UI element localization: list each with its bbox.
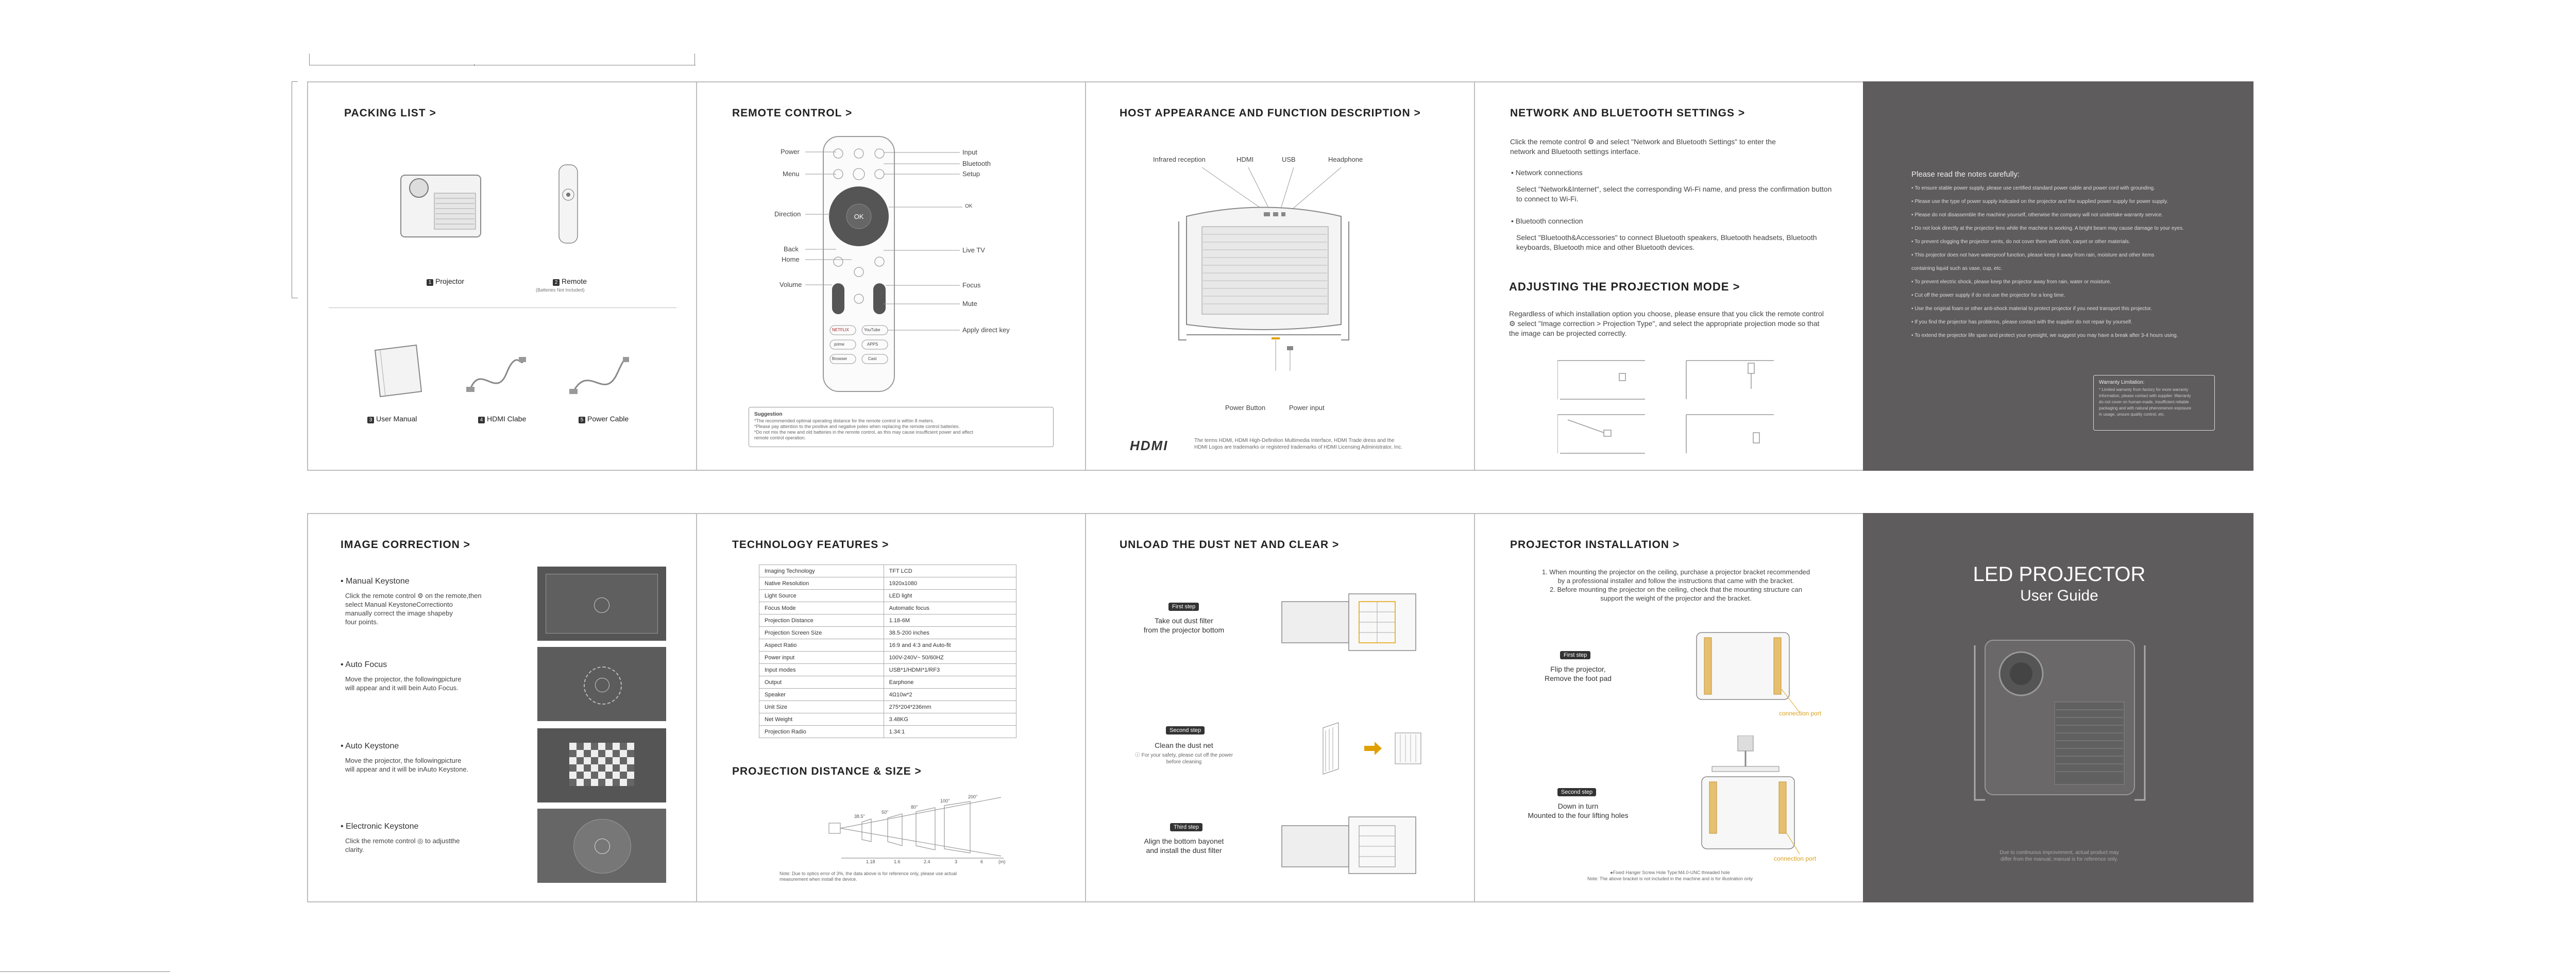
manual-keystone-screen [537, 567, 666, 641]
spec-row [759, 726, 1016, 738]
label-usb: USB [1282, 156, 1296, 163]
packing-item-power-cable [579, 415, 629, 423]
checker-cell [613, 743, 620, 750]
text-line: Click the remote control ⚙ on the remote,then [345, 592, 482, 600]
connection-port-label: connection port [1779, 710, 1822, 717]
text-line: clarity. [345, 846, 364, 853]
warranty-line: * Limited warranty from factory for more warranty [2099, 387, 2189, 392]
step-badge [1560, 650, 1590, 659]
checker-cell [577, 772, 584, 779]
install-step2-diagram [1691, 736, 1831, 859]
network-settings-panel [1474, 81, 1864, 471]
text-line: select Manual KeystoneCorrectionto [345, 601, 453, 608]
install-footnote: Note: The above bracket is not included in the machine and is for illustration only [1587, 876, 1753, 881]
text-line: by a professional installer and follow the instructions that came with the bracket. [1557, 577, 1794, 585]
item-label: User Manual [376, 415, 417, 423]
text-line: 2. Before mounting the projector on the ceiling, check that the mounting structure can [1550, 586, 1802, 593]
remote-label-back: Back [784, 245, 799, 253]
spec-name: Native Resolution [759, 577, 884, 590]
notes-list [1911, 182, 2221, 343]
spec-value: LED light [884, 590, 1016, 602]
badge-text: Second step [1166, 726, 1205, 734]
checker-cell [577, 764, 584, 772]
text-line: Align the bottom bayonet [1144, 837, 1224, 845]
remote-label-ok: OK [965, 203, 973, 209]
note-line: • To ensure stable power supply, please use certified standard power cable and power cord with grounding. [1911, 185, 2155, 191]
remote-btn-netflix: NETFLIX [832, 328, 849, 332]
text-line: Move the projector, the followingpicture [345, 757, 462, 764]
checker-cell [605, 743, 613, 750]
section-text [345, 591, 482, 626]
label-power-button: Power Button [1225, 404, 1266, 412]
checker-cell [605, 772, 613, 779]
cover-title: LED PROJECTOR [1973, 563, 2146, 586]
step-text [1122, 836, 1246, 855]
network-intro: Click the remote control ⚙ and select "Network and Bluetooth Settings" to enter the network and Bluetooth settings interface. [1510, 138, 1776, 156]
item-number: 3 [367, 417, 374, 423]
crop-line [292, 81, 298, 82]
checker-cell [620, 757, 627, 764]
spec-name: Projection Radio [759, 726, 884, 738]
spec-table [759, 565, 1016, 738]
checker-cell [627, 757, 634, 764]
label-infrared-reception: Infrared reception [1153, 156, 1206, 163]
checker-cell [577, 750, 584, 757]
spec-value: 3.48KG [884, 713, 1016, 726]
checker-cell [584, 757, 591, 764]
distance-note: Note: Due to optics error of 3%, the data above is for reference only, please use actual [779, 871, 957, 876]
projector-illustration [398, 165, 486, 242]
suggestion-line: *Do not mix the new and old batteries in the remote control, as this may cause insufficient power and affect [754, 430, 973, 435]
distance-label: 6 [980, 859, 984, 864]
spec-value: Earphone [884, 676, 1016, 689]
spec-name: Unit Size [759, 701, 884, 713]
checker-cell [613, 779, 620, 786]
text-line: support the weight of the projector and the bracket. [1600, 594, 1752, 602]
spec-name: Speaker [759, 689, 884, 701]
remote-note: (Batteries Not Included) [536, 287, 585, 293]
auto-focus-screen [537, 647, 666, 721]
checker-cell [591, 757, 598, 764]
checker-cell [627, 779, 634, 786]
spec-name: Output [759, 676, 884, 689]
dust-filter-step3 [1277, 813, 1426, 880]
checker-cell [627, 772, 634, 779]
cover-note: Due to continuous improvement, actual product may [1999, 850, 2119, 856]
section-title: ADJUSTING THE PROJECTION MODE > [1509, 280, 1740, 293]
note-line: • Cut off the power supply if do not use the projector for a long time. [1911, 293, 2065, 298]
spec-row [759, 565, 1016, 577]
checker-cell [591, 743, 598, 750]
projection-mode-diagrams [1557, 358, 1794, 456]
electronic-keystone-screen [537, 809, 666, 883]
remote-label-mute: Mute [962, 300, 977, 307]
size-label: 50" [882, 810, 889, 815]
notes-panel [1863, 81, 2253, 471]
step-badge [1168, 602, 1199, 611]
warranty-line: information, please contact with supplier. Warranty [2099, 394, 2191, 398]
checker-cell [584, 743, 591, 750]
step-text [1132, 616, 1235, 635]
hdmi-note: The terms HDMI, HDMI High-Definition Multimedia Interface, HDMI Trade dress and the [1194, 438, 1395, 443]
text-line: Take out dust filter [1155, 617, 1213, 625]
checker-cell [613, 750, 620, 757]
host-appearance-panel [1085, 81, 1475, 471]
text-line: four points. [345, 618, 379, 626]
checker-cell [605, 750, 613, 757]
checker-cell [598, 779, 605, 786]
spec-name: Aspect Ratio [759, 639, 884, 652]
spec-row [759, 614, 1016, 627]
size-label: 100" [940, 798, 950, 804]
connection-port-label: connection port [1774, 855, 1817, 862]
remote-label-input: Input [962, 148, 977, 156]
size-label: 38.5" [854, 814, 865, 819]
spec-name: Net Weight [759, 713, 884, 726]
packing-item-projector [427, 277, 464, 286]
projection-mode-text: Regardless of which installation option you choose, please ensure that you click the remote control ⚙ select "Image correction > Projection Type", and select the appropriate projection mode so that the image can be projected correctly. [1509, 310, 1824, 337]
section-text [345, 836, 460, 854]
checker-cell [591, 764, 598, 772]
spec-row [759, 627, 1016, 639]
dust-filter-step2 [1318, 720, 1431, 777]
checker-cell [627, 764, 634, 772]
checker-cell [620, 772, 627, 779]
text-line: Down in turn [1557, 802, 1599, 810]
cover-note: differ from the manual; manual is for reference only. [2000, 857, 2119, 862]
text-line: 1. When mounting the projector on the ceiling, purchase a projector bracket recommended [1541, 568, 1810, 576]
note-line: • Please do not disassemble the machine yourself, otherwise the company will not undertake warranty service. [1911, 212, 2163, 218]
checker-cell [584, 772, 591, 779]
text-line: Flip the projector, [1550, 665, 1606, 673]
text-line: Move the projector, the followingpicture [345, 675, 462, 683]
item-label: Power Cable [587, 415, 629, 423]
checker-cell [598, 764, 605, 772]
notes-title: Please read the notes carefully: [1911, 170, 2020, 179]
section-heading: • Auto Keystone [341, 742, 399, 750]
technology-features-panel [696, 513, 1086, 902]
cover-projector-illustration [1964, 635, 2155, 810]
checker-cell [627, 750, 634, 757]
spec-row [759, 701, 1016, 713]
distance-label: (m) [998, 859, 1006, 864]
crop-line [0, 971, 170, 972]
checker-cell [569, 764, 577, 772]
spec-value: USB*1/HDMI*1/RF3 [884, 664, 1016, 676]
power-cable-illustration [568, 353, 630, 399]
size-label: 200" [968, 794, 978, 799]
section-title: PROJECTION DISTANCE & SIZE > [732, 765, 922, 777]
spec-name: Light Source [759, 590, 884, 602]
checker-cell [605, 779, 613, 786]
text-line: Clean the dust net [1155, 741, 1213, 749]
item-label: Remote [562, 277, 587, 285]
page-title: PROJECTOR INSTALLATION > [1510, 539, 1680, 551]
section-text [345, 675, 461, 692]
step-note [1117, 752, 1251, 765]
checker-cell [584, 764, 591, 772]
suggestion-line: *Please pay attention to the positive and negative poles when replacing the remote control batteries. [754, 424, 960, 429]
packing-item-manual [367, 415, 417, 423]
divider [329, 307, 676, 308]
network-item-heading: • Bluetooth connection [1511, 217, 1583, 225]
checker-cell [620, 743, 627, 750]
section-heading: • Electronic Keystone [341, 822, 419, 831]
checker-cell [591, 750, 598, 757]
checker-cell [620, 750, 627, 757]
section-text [345, 756, 468, 774]
spec-name: Power input [759, 652, 884, 664]
cover-subtitle: User Guide [2020, 587, 2098, 604]
checker-cell [591, 779, 598, 786]
text-line: Click the remote control ◎ to adjustthe [345, 837, 460, 845]
warranty-line: packaging and with natural phenomenon exposure [2099, 406, 2192, 411]
heading-text: Bluetooth connection [1515, 217, 1583, 225]
warranty-line: do not cover on human-made, insufficient reliable [2099, 400, 2189, 404]
page-title: UNLOAD THE DUST NET AND CLEAR > [1120, 539, 1340, 551]
distance-label: 3 [955, 859, 958, 864]
spec-value: 100V-240V~ 50/60HZ [884, 652, 1016, 664]
page-title: HOST APPEARANCE AND FUNCTION DESCRIPTION > [1120, 107, 1421, 119]
spec-value: 38.5-200 inches [884, 627, 1016, 639]
crop-line [309, 54, 310, 65]
badge-text: Third step [1170, 823, 1202, 831]
checker-cell [613, 757, 620, 764]
remote-btn-prime: prime [834, 342, 845, 347]
spec-value: 1.34:1 [884, 726, 1016, 738]
text-line: and install the dust filter [1146, 846, 1222, 855]
network-item-text: Select "Network&Internet", select the corresponding Wi-Fi name, and press the confirmation button to connect to Wi-Fi. [1516, 185, 1832, 203]
text-line: will appear and it will bein Auto Focus. [345, 684, 459, 692]
checker-cell [613, 772, 620, 779]
step-text [1527, 664, 1630, 683]
spec-name: Projection Distance [759, 614, 884, 627]
page-title: IMAGE CORRECTION > [341, 539, 470, 551]
checker-cell [598, 772, 605, 779]
spec-row [759, 664, 1016, 676]
leader-lines [697, 82, 1087, 443]
spec-value: Automatic focus [884, 602, 1016, 614]
text-line: from the projector bottom [1143, 626, 1225, 634]
note-line: • To prevent clogging the projector vents, do not cover them with cloth, carpet or other materials. [1911, 239, 2130, 245]
spec-value: 1.18-6M [884, 614, 1016, 627]
distance-label: 2.4 [924, 859, 930, 864]
checker-cell [598, 743, 605, 750]
remote-label-menu: Menu [783, 170, 800, 178]
checker-cell [569, 772, 577, 779]
checker-cell [598, 757, 605, 764]
note-line: containing liquid such as vase, cup, etc. [1911, 266, 2003, 271]
checker-cell [613, 764, 620, 772]
item-number: 2 [553, 279, 560, 286]
projector-installation-panel [1474, 513, 1864, 902]
section-heading: • Manual Keystone [341, 577, 410, 586]
remote-label-direction: Direction [774, 210, 801, 218]
suggestion-title: Suggestion [754, 412, 783, 417]
text-line: Mounted to the four lifting holes [1528, 811, 1629, 819]
hdmi-cable-illustration [465, 353, 527, 399]
warranty-box [2093, 375, 2215, 431]
install-text [1506, 568, 1846, 603]
checker-cell [577, 779, 584, 786]
spec-value: 1920x1080 [884, 577, 1016, 590]
warranty-title: Warranty Limitation: [2099, 380, 2145, 385]
remote-btn-youtube: YouTube [864, 328, 880, 332]
packing-item-hdmi [478, 415, 526, 423]
note-line: • To prevent electric shock, please keep the projector away from rain, water or moisture. [1911, 279, 2111, 285]
spec-row [759, 602, 1016, 614]
auto-keystone-screen [537, 728, 666, 802]
manual-illustration [370, 343, 427, 399]
note-line: • If you find the projector has problems, please contact with the supplier do not repair by yourself. [1911, 319, 2132, 325]
remote-btn-cast: Cast [868, 356, 877, 361]
hdmi-logo: HDMI [1130, 438, 1168, 453]
text-line: before cleaning [1166, 759, 1202, 765]
spec-name: Projection Screen Size [759, 627, 884, 639]
checker-cell [569, 750, 577, 757]
remote-label-bluetooth: Bluetooth [962, 160, 991, 167]
image-correction-panel [307, 513, 697, 902]
label-headphone: Headphone [1328, 156, 1363, 163]
item-label: Projector [435, 277, 465, 285]
distance-note: measurement when install the device. [779, 877, 857, 882]
crop-line [694, 54, 695, 65]
spec-row [759, 652, 1016, 664]
ok-button-label: OK [854, 213, 864, 220]
remote-label-apply-direct-key: Apply direct key [962, 326, 1010, 334]
dust-filter-step1 [1277, 591, 1426, 658]
spec-name: Input modes [759, 664, 884, 676]
checker-cell [627, 743, 634, 750]
distance-label: 1.18 [866, 859, 875, 864]
note-line: • Please use the type of power supply indicated on the projector and the supplied power supply for power supply. [1911, 199, 2168, 204]
checker-cell [584, 779, 591, 786]
note-line: • Do not look directly at the projector lens while the machine is working. A bright beam may cause damage to your eyes. [1911, 226, 2184, 231]
spec-value: 275*204*236mm [884, 701, 1016, 713]
checker-cell [569, 743, 577, 750]
checker-cell [569, 779, 577, 786]
network-item-heading: • Network connections [1511, 168, 1583, 177]
page-title: NETWORK AND BLUETOOTH SETTINGS > [1510, 107, 1745, 119]
step-text [1132, 741, 1235, 750]
badge-text: First step [1168, 603, 1199, 611]
remote-btn-apps: APPS [867, 342, 878, 347]
remote-control-panel [696, 81, 1086, 471]
label-hdmi: HDMI [1236, 156, 1254, 163]
checker-cell [605, 764, 613, 772]
page-title: REMOTE CONTROL > [732, 107, 853, 119]
packing-item-remote [553, 277, 587, 286]
spec-row [759, 577, 1016, 590]
remote-label-power: Power [781, 148, 800, 156]
item-number: 5 [579, 417, 585, 423]
step-text [1511, 801, 1645, 820]
spec-row [759, 590, 1016, 602]
heading-text: Network connections [1515, 168, 1583, 177]
remote-label-setup: Setup [962, 170, 980, 178]
page-title: PACKING LIST > [344, 107, 436, 119]
spec-value: 16:9 and 4:3 and Auto-fit [884, 639, 1016, 652]
suggestion-line: remote control operation. [754, 435, 806, 440]
projector-back-diagram [1171, 165, 1357, 376]
remote-label-live-tv: Live TV [962, 246, 985, 254]
step-badge [1166, 725, 1205, 734]
label-power-input: Power input [1289, 404, 1325, 412]
note-line: • To extend the projector life span and protect your eyesight, we suggest you may have a break after 3-4 hours using. [1911, 333, 2178, 338]
item-number: 4 [478, 417, 485, 423]
checker-cell [620, 764, 627, 772]
warranty-line: in usage, unsure quality control, etc. [2099, 412, 2165, 417]
remote-label-volume: Volume [779, 281, 802, 288]
hdmi-note: HDMI Logos are trademarks or registered trademarks of HDMI Licensing Administrator, Inc. [1194, 445, 1403, 450]
checker-cell [577, 757, 584, 764]
spec-row [759, 639, 1016, 652]
network-item-text: Select "Bluetooth&Accessories" to connect Bluetooth speakers, Bluetooth headsets, Bluetooth keyboards, Bluetooth mice and other Bluetooth devices. [1516, 233, 1817, 251]
badge-text: Second step [1557, 788, 1596, 796]
item-label: HDMI Clabe [487, 415, 527, 423]
step-badge [1170, 822, 1202, 831]
step-badge [1557, 787, 1596, 796]
remote-btn-browser: Browser [832, 356, 848, 361]
checker-cell [598, 750, 605, 757]
item-number: 1 [427, 279, 433, 286]
text-line: manually correct the image shapeby [345, 609, 453, 617]
remote-label-focus: Focus [962, 281, 981, 289]
checker-cell [584, 750, 591, 757]
text-line: will appear and it will be inAuto Keystone. [345, 765, 469, 773]
text-line: Remove the foot pad [1545, 674, 1612, 682]
spec-name: Imaging Technology [759, 565, 884, 577]
spec-value: TFT LCD [884, 565, 1016, 577]
note-line: • This projector does not have waterproof function, please keep it away from rain, moisture and other items [1911, 252, 2155, 258]
spec-row [759, 713, 1016, 726]
checker-cell [605, 757, 613, 764]
spec-row [759, 689, 1016, 701]
checker-cell [591, 772, 598, 779]
section-heading: • Auto Focus [341, 660, 387, 669]
text-line: ⓘ For your safety, please cut off the power [1134, 753, 1233, 758]
checker-cell [569, 757, 577, 764]
badge-text: First step [1560, 651, 1590, 659]
spec-value: 4Ω10w*2 [884, 689, 1016, 701]
suggestion-box [749, 407, 1054, 447]
dust-net-panel [1085, 513, 1475, 902]
checker-cell [620, 779, 627, 786]
remote-illustration [555, 164, 581, 246]
size-label: 80" [911, 805, 918, 810]
distance-label: 1.6 [894, 859, 901, 864]
cover-panel [1863, 513, 2253, 902]
packing-list-panel [307, 81, 697, 471]
spec-name: Focus Mode [759, 602, 884, 614]
remote-label-home: Home [782, 255, 800, 263]
suggestion-line: *The recommended optimal operating distance for the remote control is within 8 meters. [754, 418, 935, 423]
note-line: • Use the original foam or other anti-shock material to protect projector if you need transport this projector. [1911, 306, 2153, 312]
install-footnote: ●Fixed Hanger Screw Hole Type:M4.0-UNC threaded hole [1610, 870, 1730, 875]
projection-distance-diagram [826, 792, 1011, 864]
page-title: TECHNOLOGY FEATURES > [732, 539, 889, 551]
spec-row [759, 676, 1016, 689]
checker-cell [577, 743, 584, 750]
